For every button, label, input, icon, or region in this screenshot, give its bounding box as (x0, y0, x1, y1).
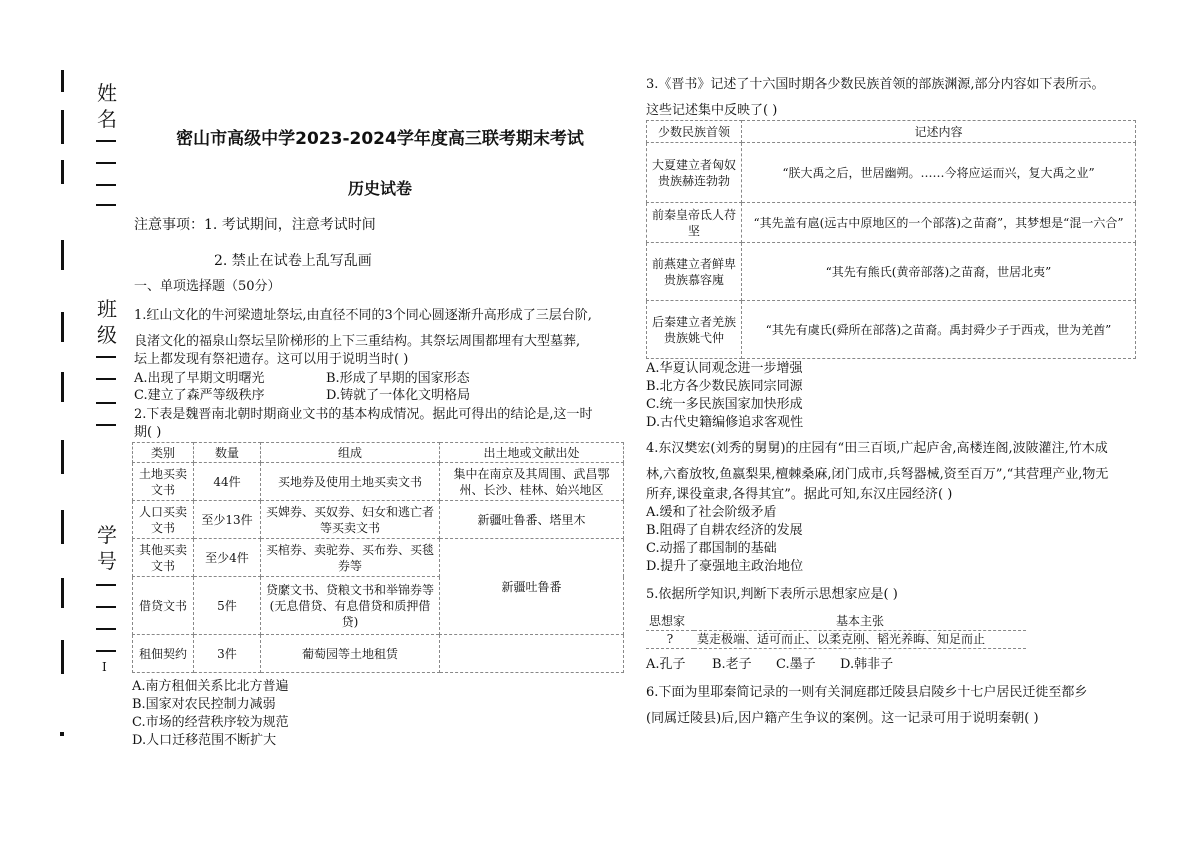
q3-cell-content: “其先有熊氏(黄帝部落)之苗裔，世居北夷” (742, 243, 1136, 301)
q2-cell-comp: 贷縻文书、贷粮文书和举锦券等(无息借贷、有息借贷和质押借贷) (261, 577, 440, 635)
q4-option-d[interactable]: D.提升了豪强地主政治地位 (646, 559, 804, 574)
name-label-text: 姓名 (97, 81, 117, 131)
q6-stem-line: (同属迁陵县)后,因户籍产生争议的案例。这一记录可用于说明秦朝( ) (646, 711, 1039, 726)
section-heading: 一、单项选择题（50分） (134, 279, 281, 294)
q2-cell-count: 3件 (194, 635, 261, 673)
q5-option-d[interactable]: D.韩非子 (840, 657, 894, 672)
q4-option-b[interactable]: B.阻碍了自耕农经济的发展 (646, 523, 803, 538)
q2-cell-comp: 买地券及使用土地买卖文书 (261, 463, 440, 501)
q2-cell-type: 土地买卖文书 (133, 463, 194, 501)
q5-table (646, 612, 1026, 649)
q3-cell-content: “其先盖有扈(远古中原地区的一个部落)之苗裔”，其梦想是“混一六合” (742, 203, 1136, 243)
q4-stem-line: 所弃,课役童隶,各得其宜”。据此可知,东汉庄园经济( ) (646, 487, 953, 502)
binding-bar (61, 312, 64, 342)
q3-stem-line: 3.《晋书》记述了十六国时期各少数民族首领的部族渊源,部分内容如下表所示。 (646, 77, 1105, 92)
binding-bar (61, 510, 64, 544)
q2-table (132, 442, 624, 673)
q2-header: 组成 (261, 443, 440, 463)
q1-option-c[interactable]: C.建立了森严等级秩序 (134, 388, 265, 403)
name-blank[interactable] (96, 140, 116, 142)
q5-header: 基本主张 (835, 613, 884, 628)
name-blank[interactable] (96, 204, 116, 206)
table-row (647, 143, 1136, 203)
binding-bar (61, 240, 64, 270)
table-row (133, 463, 624, 501)
q2-option-c[interactable]: C.市场的经营秩序较为规范 (132, 715, 289, 730)
class-blank[interactable] (96, 356, 116, 358)
name-blank[interactable] (96, 162, 116, 164)
q2-cell-place: 新疆吐鲁番、塔里木 (440, 501, 624, 539)
class-blank[interactable] (96, 424, 116, 426)
table-row (647, 301, 1136, 359)
binding-bar (61, 640, 64, 674)
table-row (647, 203, 1136, 243)
q2-cell-count: 至少13件 (194, 501, 261, 539)
id-blank[interactable] (96, 606, 116, 608)
q1-option-a[interactable]: A.出现了早期文明曙光 (134, 371, 265, 386)
binding-bar (61, 372, 64, 402)
q3-table (646, 120, 1136, 359)
q3-header: 记述内容 (742, 121, 1136, 143)
id-blank[interactable] (96, 628, 116, 630)
q2-option-d[interactable]: D.人口迁移范围不断扩大 (132, 733, 277, 748)
q5-option-c[interactable]: C.墨子 (776, 657, 816, 672)
q5-cell-who: ? (666, 632, 674, 646)
q2-cell-count: 44件 (194, 463, 261, 501)
q1-stem-line: 1.红山文化的牛河梁遗址祭坛,由直径不同的3个同心圆逐渐升高形成了三层台阶, (134, 308, 592, 323)
q4-stem-line: 4.东汉樊宏(刘秀的舅舅)的庄园有“田三百顷,广起庐舍,高楼连阁,波陂灌注,竹木成 (646, 441, 1108, 456)
binding-bar (61, 110, 64, 144)
q3-header: 少数民族首领 (647, 121, 742, 143)
binding-bar (61, 578, 64, 608)
id-blank[interactable] (96, 650, 116, 652)
q6-stem-line: 6.下面为里耶秦简记录的一则有关洞庭郡迁陵县启陵乡十七户居民迁徙至都乡 (646, 685, 1088, 700)
class-blank[interactable] (96, 402, 116, 404)
side-mark: I (102, 660, 107, 674)
q2-stem-line: 2.下表是魏晋南北朝时期商业文书的基本构成情况。据此可得出的结论是,这一时 (134, 407, 593, 422)
table-row (133, 635, 624, 673)
q5-header: 思想家 (649, 613, 686, 628)
class-label-text: 班级 (97, 297, 117, 347)
q2-cell-place: 新疆吐鲁番 (440, 539, 624, 635)
q2-cell-type: 其他买卖文书 (133, 539, 194, 577)
table-row (133, 539, 624, 577)
notice-line-2: 2. 禁止在试卷上乱写乱画 (214, 253, 372, 269)
exam-subtitle: 历史试卷 (347, 179, 412, 198)
q4-stem-line: 林,六畜放牧,鱼嬴梨果,檀棘桑麻,闭门成市,兵弩器械,资至百万”,“其营理产业,物无 (646, 467, 1109, 482)
q2-cell-comp: 买棺券、卖驼券、买布券、买毯券等 (261, 539, 440, 577)
binding-bar (61, 440, 64, 474)
q2-cell-type: 租佃契约 (133, 635, 194, 673)
q2-cell-comp: 葡萄园等土地租赁 (261, 635, 440, 673)
q2-cell-count: 5件 (194, 577, 261, 635)
q3-cell-leader: 前秦皇帝氐人苻坚 (647, 203, 742, 243)
binding-bar (61, 160, 64, 184)
q2-cell-place (440, 635, 624, 673)
q3-option-b[interactable]: B.北方各少数民族同宗同源 (646, 379, 803, 394)
q3-cell-leader: 前燕建立者鲜卑贵族慕容廆 (647, 243, 742, 301)
q4-option-a[interactable]: A.缓和了社会阶级矛盾 (646, 505, 777, 520)
q2-cell-type: 人口买卖文书 (133, 501, 194, 539)
q2-option-b[interactable]: B.国家对农民控制力减弱 (132, 697, 276, 712)
binding-bar (61, 70, 64, 92)
q2-cell-type: 借贷文书 (133, 577, 194, 635)
q2-header: 类别 (133, 443, 194, 463)
table-row (133, 501, 624, 539)
q3-option-a[interactable]: A.华夏认同观念进一步增强 (646, 361, 803, 376)
q2-header: 数量 (194, 443, 261, 463)
q2-option-a[interactable]: A.南方租佃关系比北方普遍 (132, 679, 289, 694)
q3-cell-leader: 大夏建立者匈奴贵族赫连勃勃 (647, 143, 742, 203)
q3-cell-content: “朕大禹之后，世居幽朔。……今将应运而兴，复大禹之业” (742, 143, 1136, 203)
notice-line-1: 注意事项：1. 考试期间，注意考试时间 (134, 217, 376, 233)
table-row (646, 630, 1026, 648)
table-row (647, 243, 1136, 301)
q1-stem-line: 坛上都发现有祭祀遗存。这可以用于说明当时( ) (134, 352, 409, 367)
q1-option-d[interactable]: D.铸就了一体化文明格局 (326, 388, 471, 403)
q2-header: 出土地或文献出处 (440, 443, 624, 463)
q5-option-b[interactable]: B.老子 (712, 657, 752, 672)
id-blank[interactable] (96, 584, 116, 586)
q5-option-a[interactable]: A.孔子 (646, 657, 686, 672)
q3-cell-leader: 后秦建立者羌族贵族姚弋仲 (647, 301, 742, 359)
q5-stem-line: 5.依据所学知识,判断下表所示思想家应是( ) (646, 587, 898, 602)
name-label (94, 80, 120, 132)
class-label (94, 296, 120, 348)
q3-option-d[interactable]: D.古代史籍编修追求客观性 (646, 415, 804, 430)
class-blank[interactable] (96, 378, 116, 380)
q2-cell-place: 集中在南京及其周围、武昌鄂州、长沙、桂林、始兴地区 (440, 463, 624, 501)
binding-dot (60, 732, 64, 736)
q3-option-c[interactable]: C.统一多民族国家加快形成 (646, 397, 803, 412)
q5-cell-idea: 莫走极端、适可而止、以柔克刚、韬光养晦、知足而止 (697, 632, 986, 646)
id-label (94, 522, 120, 574)
q3-cell-content: “其先有虞氏(舜所在部落)之苗裔。禹封舜少子于西戎，世为羌酋” (742, 301, 1136, 359)
q2-stem-line: 期( ) (134, 425, 162, 440)
id-label-text: 学号 (97, 523, 117, 573)
exam-title: 密山市高级中学2023-2024学年度高三联考期末考试 (176, 129, 584, 149)
q3-stem-line: 这些记述集中反映了( ) (646, 103, 778, 118)
q1-stem-line: 良渚文化的福泉山祭坛呈阶梯形的上下三重结构。其祭坛周围都埋有大型墓葬, (134, 334, 581, 349)
name-blank[interactable] (96, 184, 116, 186)
q4-option-c[interactable]: C.动摇了郡国制的基础 (646, 541, 777, 556)
q2-cell-comp: 买婢券、买奴券、妇女和逃亡者等买卖文书 (261, 501, 440, 539)
q1-option-b[interactable]: B.形成了早期的国家形态 (326, 371, 470, 386)
q2-cell-count: 至少4件 (194, 539, 261, 577)
